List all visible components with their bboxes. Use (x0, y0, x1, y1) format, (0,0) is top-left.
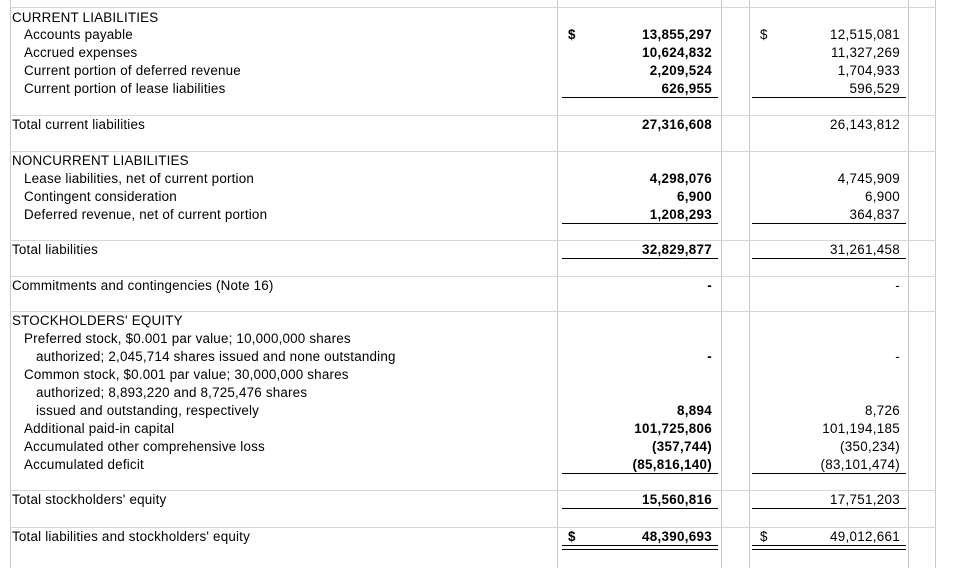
value-current-year: - (707, 278, 712, 293)
grid-line (10, 527, 936, 528)
total-underline-prior (752, 258, 906, 259)
table-row (0, 384, 954, 402)
total-underline-current (562, 508, 718, 509)
table-row (0, 366, 954, 384)
currency-symbol-prior: $ (760, 529, 768, 544)
table-row (0, 62, 954, 80)
value-prior-year: 31,261,458 (829, 242, 900, 257)
value-prior-year: 49,012,661 (829, 529, 900, 544)
row-label: Accumulated deficit (24, 457, 144, 472)
row-label: authorized; 8,893,220 and 8,725,476 shares (36, 385, 308, 400)
table-row (0, 9, 954, 27)
table-row (0, 188, 954, 206)
value-current-year: 15,560,816 (641, 492, 712, 507)
value-current-year: 27,316,608 (641, 117, 712, 132)
row-label: STOCKHOLDERS' EQUITY (12, 313, 183, 328)
grid-line (10, 7, 936, 8)
value-prior-year: 26,143,812 (829, 117, 900, 132)
row-label: Accrued expenses (24, 45, 138, 60)
table-row (0, 26, 954, 44)
table-row (0, 348, 954, 366)
table-row (0, 277, 954, 295)
row-label: NONCURRENT LIABILITIES (12, 153, 189, 168)
total-underline-prior (752, 545, 906, 550)
currency-symbol-current: $ (568, 27, 576, 42)
value-prior-year: - (895, 349, 900, 364)
row-label: Additional paid-in capital (24, 421, 175, 436)
grid-line (10, 490, 936, 491)
table-row (0, 241, 954, 259)
value-prior-year: 364,837 (849, 207, 900, 222)
value-prior-year: 4,745,909 (837, 171, 900, 186)
total-underline-prior (752, 223, 906, 224)
value-prior-year: 1,704,933 (837, 63, 900, 78)
table-row (0, 80, 954, 98)
grid-line (10, 311, 936, 312)
value-prior-year: (350,234) (839, 439, 900, 454)
value-current-year: 8,894 (676, 403, 712, 418)
row-label: Contingent consideration (24, 189, 177, 204)
value-current-year: 1,208,293 (649, 207, 712, 222)
row-label: Common stock, $0.001 par value; 30,000,000 shares (24, 367, 349, 382)
value-current-year: 48,390,693 (641, 529, 712, 544)
row-label: Accounts payable (24, 27, 133, 42)
row-label: Commitments and contingencies (Note 16) (12, 278, 274, 293)
table-row (0, 402, 954, 420)
value-prior-year: 17,751,203 (829, 492, 900, 507)
table-row (0, 456, 954, 474)
currency-symbol-current: $ (568, 529, 576, 544)
value-current-year: - (707, 349, 712, 364)
row-label: Current portion of lease liabilities (24, 81, 226, 96)
value-current-year: (357,744) (651, 439, 712, 454)
row-label: Preferred stock, $0.001 par value; 10,000,000 shares (24, 331, 351, 346)
total-underline-current (562, 473, 718, 474)
value-prior-year: 11,327,269 (830, 45, 900, 60)
value-current-year: 13,855,297 (641, 27, 712, 42)
row-label: Accumulated other comprehensive loss (24, 439, 265, 454)
total-underline-current (562, 545, 718, 550)
value-prior-year: - (895, 278, 900, 293)
total-underline-prior (752, 508, 906, 509)
row-label: Total liabilities and stockholders' equity (12, 529, 250, 544)
grid-line (10, 240, 936, 241)
value-prior-year: 596,529 (849, 81, 900, 96)
row-label: CURRENT LIABILITIES (12, 10, 159, 25)
table-row (0, 312, 954, 330)
row-label: Deferred revenue, net of current portion (24, 207, 268, 222)
table-row (0, 420, 954, 438)
total-underline-current (562, 223, 718, 224)
grid-line (10, 276, 936, 277)
grid-line (10, 115, 936, 116)
value-prior-year: 6,900 (864, 189, 900, 204)
currency-symbol-prior: $ (760, 27, 768, 42)
table-row (0, 491, 954, 509)
value-prior-year: 12,515,081 (829, 27, 900, 42)
value-current-year: 2,209,524 (649, 63, 712, 78)
value-prior-year: (83,101,474) (820, 457, 900, 472)
row-label: Total current liabilities (12, 117, 146, 132)
row-label: Total liabilities (12, 242, 99, 257)
total-underline-prior (752, 97, 906, 98)
value-current-year: 6,900 (676, 189, 712, 204)
table-row (0, 152, 954, 170)
value-current-year: 32,829,877 (641, 242, 712, 257)
row-label: Lease liabilities, net of current portion (24, 171, 255, 186)
row-label: issued and outstanding, respectively (36, 403, 260, 418)
value-current-year: 10,624,832 (641, 45, 712, 60)
table-row (0, 170, 954, 188)
table-row (0, 206, 954, 224)
total-underline-current (562, 97, 718, 98)
row-label: authorized; 2,045,714 shares issued and none outstanding (36, 349, 396, 364)
grid-line (10, 151, 936, 152)
table-row (0, 116, 954, 134)
table-row (0, 330, 954, 348)
value-current-year: 4,298,076 (649, 171, 712, 186)
total-underline-current (562, 258, 718, 259)
value-prior-year: 8,726 (864, 403, 900, 418)
table-row (0, 438, 954, 456)
value-prior-year: 101,194,185 (822, 421, 900, 436)
total-underline-prior (752, 473, 906, 474)
value-current-year: 101,725,806 (634, 421, 712, 436)
row-label: Total stockholders' equity (12, 492, 167, 507)
value-current-year: 626,955 (661, 81, 712, 96)
row-label: Current portion of deferred revenue (24, 63, 241, 78)
table-row (0, 528, 954, 546)
value-current-year: (85,816,140) (632, 457, 712, 472)
table-row (0, 44, 954, 62)
